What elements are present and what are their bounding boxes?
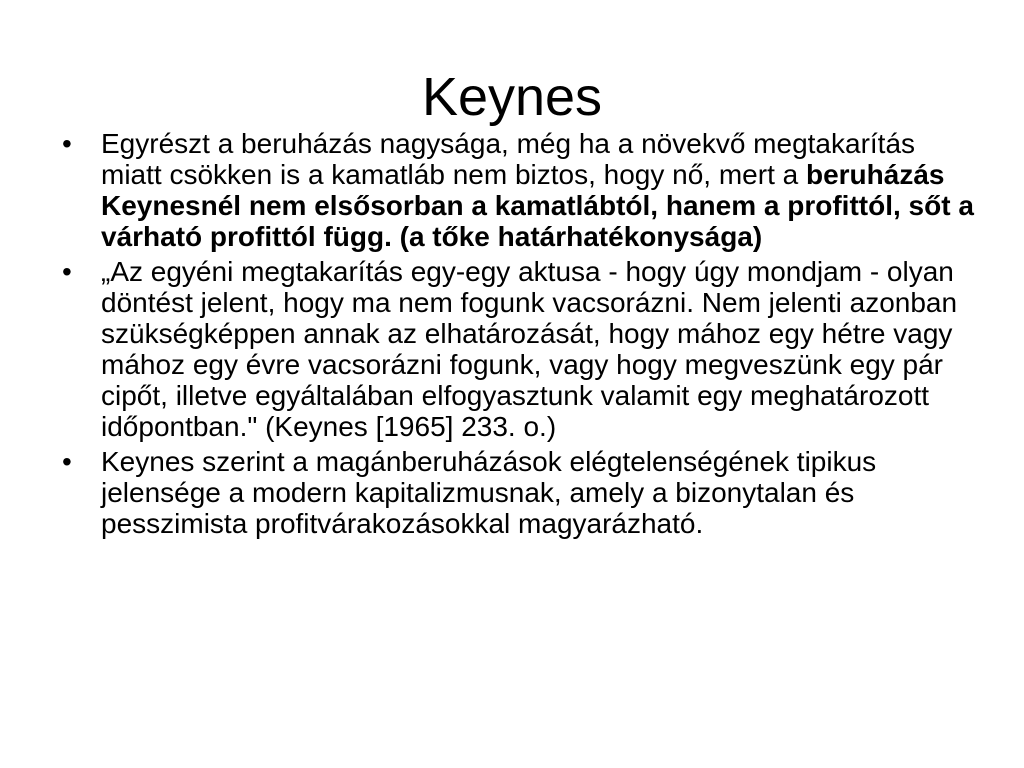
bullet-bold-text: beruházás Keynesnél nem elsősorban a kamatlábtól, hanem a profittól, sőt a várható profittól függ. (a tőke határhatékonysága): [101, 159, 974, 252]
bullet-text: „Az egyéni megtakarítás egy-egy aktusa - hogy úgy mondjam - olyan döntést jelent, hogy ma nem fogunk vacsorázni. Nem jelenti azonban szükségképpen annak az elhatározását, hogy mához egy hétre vagy mához egy évre vacsorázni fogunk, vagy hogy megveszünk egy pár cipőt, illetve egyáltalában elfogyasztunk valamit egy meghatározott időpontban." (Keynes [1965] 233. o.): [101, 256, 958, 442]
bullet-icon: •: [62, 128, 72, 159]
bullet-icon: •: [62, 446, 72, 477]
bullet-icon: •: [62, 256, 72, 287]
bullet-item-investment: [62, 128, 974, 252]
bullet-text: Keynes szerint a magánberuházások elégtelenségének tipikus jelensége a modern kapitalizmusnak, amely a bizonytalan és pesszimista profitvárakozásokkal magyarázható.: [101, 446, 877, 539]
bullet-list: [62, 128, 974, 543]
bullet-item-private-investment: [62, 446, 974, 539]
slide-title: Keynes: [421, 67, 603, 127]
bullet-text: Egyrészt a beruházás nagysága, még ha a növekvő megtakarítás miatt csökken is a kamatláb nem biztos, hogy nő, mert a: [101, 128, 916, 190]
bullet-item-quote: [62, 256, 974, 442]
